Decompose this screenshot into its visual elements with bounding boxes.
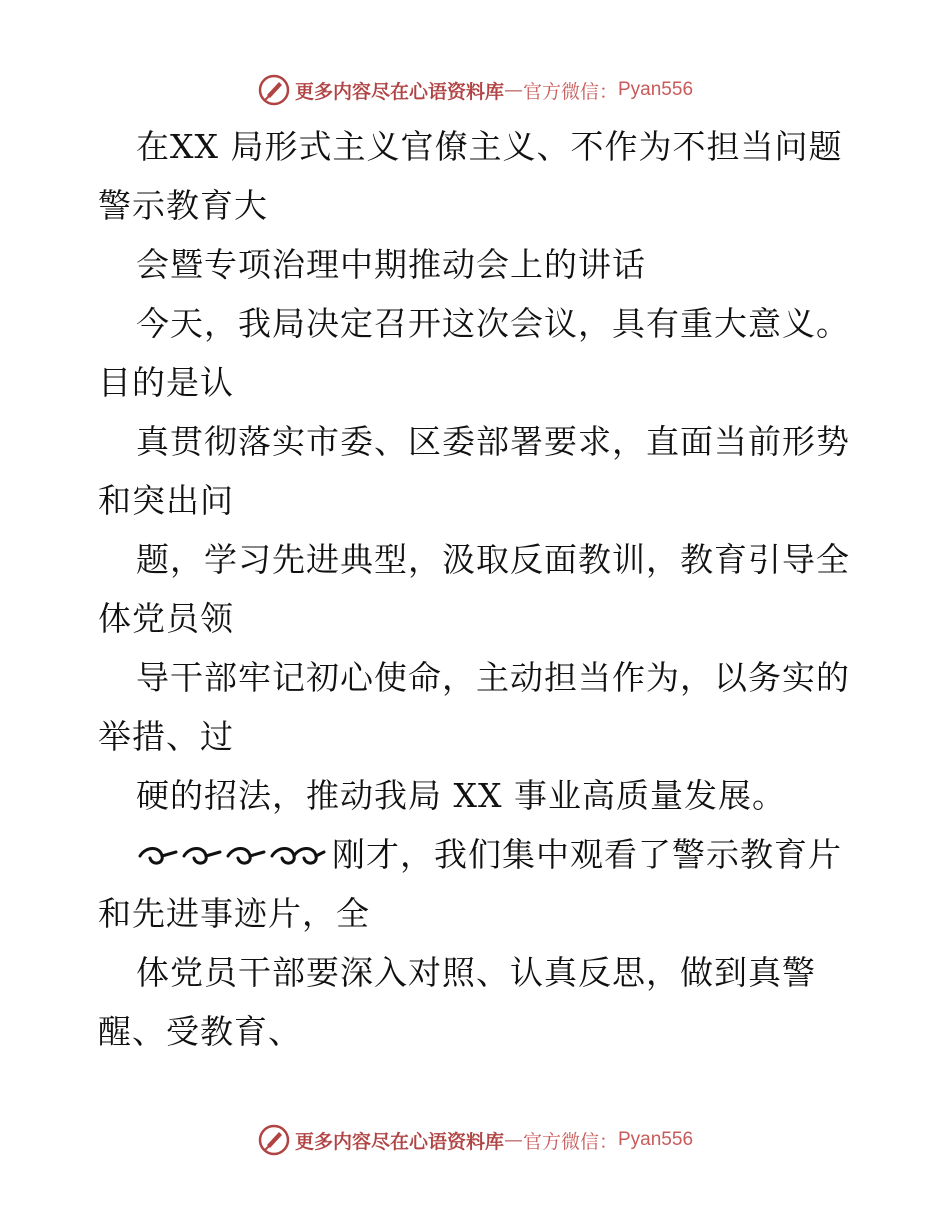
watermark-wechat-id: Pyan556 (618, 1129, 694, 1150)
watermark-site-text: 更多内容尽在心语资料库 (294, 80, 504, 103)
header-watermark (0, 70, 950, 110)
paragraph: 硬的招法，推动我局 XX 事业高质量发展。 (136, 776, 786, 815)
title-line-1: 在XX 局形式主义官僚主义、不作为不担当问题警示教育大 (98, 127, 843, 225)
watermark-site-text: 更多内容尽在心语资料库 (294, 1130, 504, 1153)
paragraph: 体党员干部要深入对照、认真反思，做到真警醒、受教育、 (98, 953, 816, 1051)
watermark-label: 官方微信： (522, 80, 618, 103)
swirl-ornament-icon (136, 842, 326, 872)
paragraph-text: 刚才，我们集中观看了警示教育片和先进事迹片，全 (98, 835, 842, 933)
paragraph: 题，学习先进典型，汲取反面教训，教育引导全体党员领 (98, 540, 850, 638)
watermark-separator: — (503, 79, 523, 101)
paragraph: 导干部牢记初心使命，主动担当作为，以务实的举措、过 (98, 658, 850, 756)
paragraph: 今天，我局决定召开这次会议，具有重大意义。目的是认 (98, 304, 850, 402)
paragraph: 真贯彻落实市委、区委部署要求，直面当前形势和突出问 (98, 422, 850, 520)
document-body (98, 117, 858, 1061)
watermark-logo-icon (257, 73, 291, 107)
watermark-logo-icon (257, 1123, 291, 1157)
footer-watermark (0, 1120, 950, 1160)
watermark-wechat-id: Pyan556 (618, 79, 694, 100)
title-line-2: 会暨专项治理中期推动会上的讲话 (136, 245, 646, 284)
paragraph-with-ornament (98, 825, 858, 943)
watermark-label: 官方微信： (522, 1130, 618, 1153)
watermark-separator: — (503, 1129, 523, 1151)
